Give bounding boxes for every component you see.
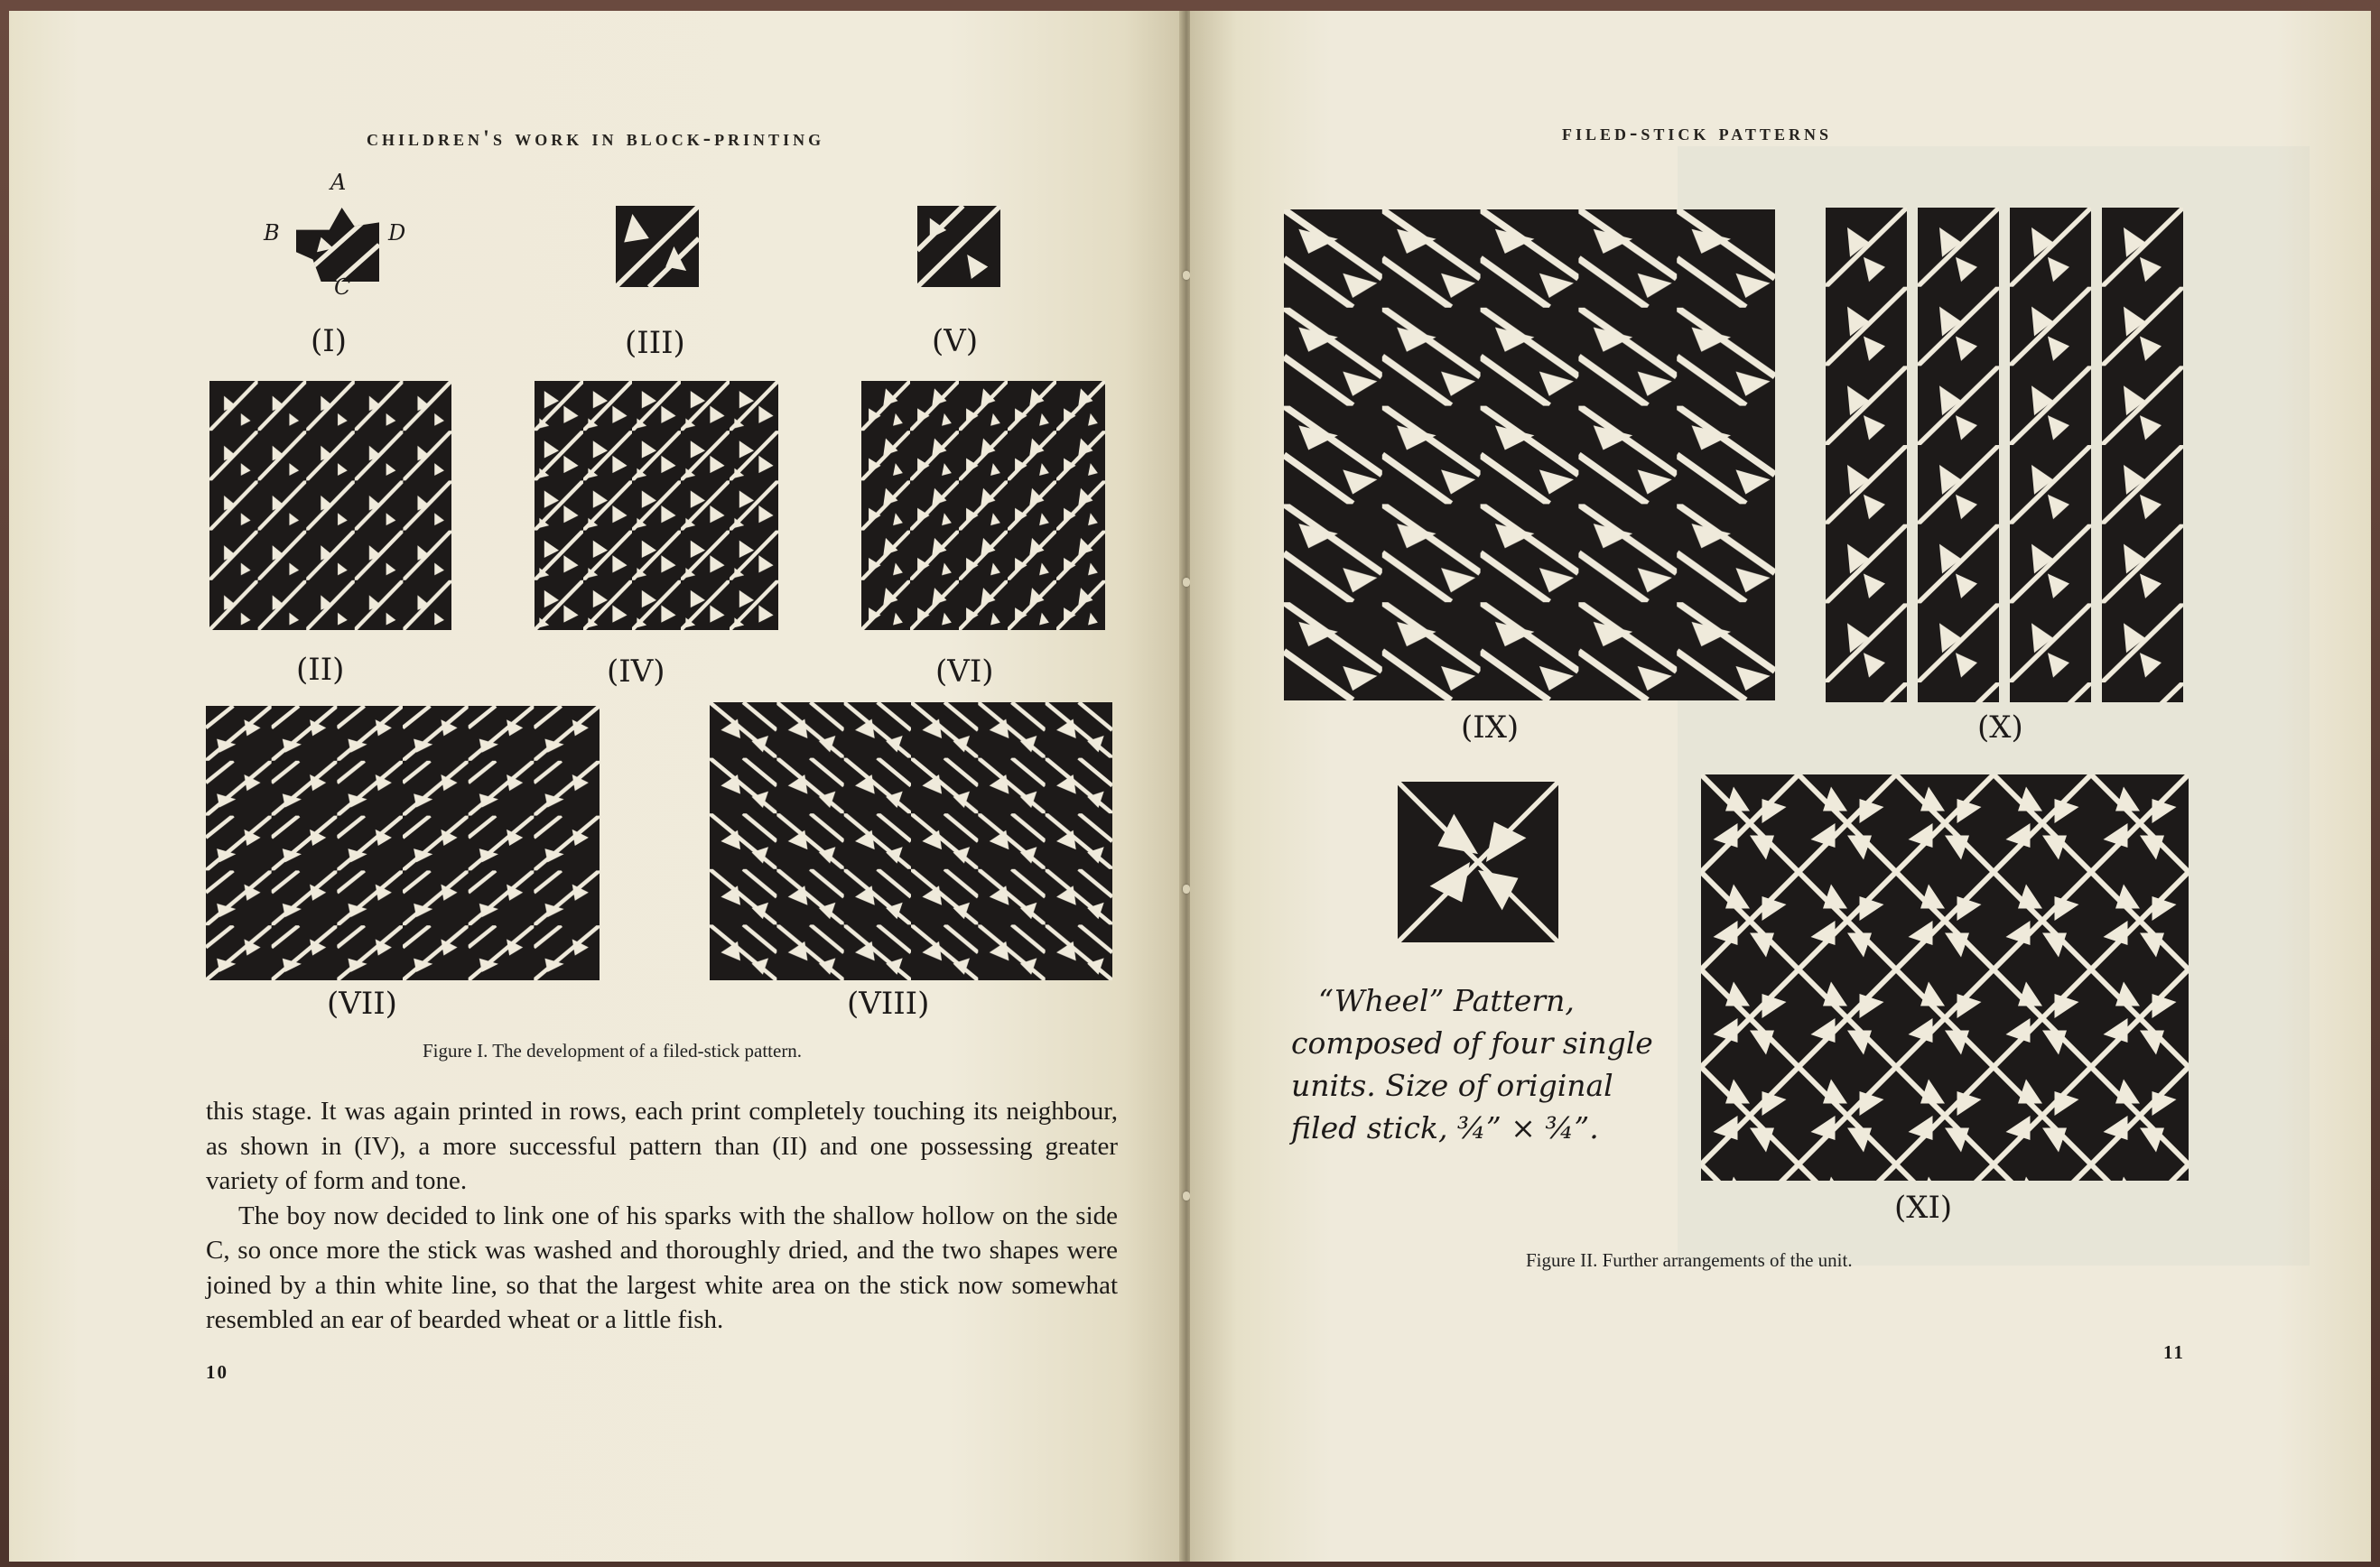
figure-label-i: (I): [311, 323, 347, 359]
pattern-viii: [710, 702, 1112, 980]
side-label-c: C: [334, 274, 351, 300]
pattern-unit-v: [917, 206, 1000, 287]
pattern-unit-i: [296, 208, 379, 282]
figure-ii-caption: Figure II. Further arrangements of the unit.: [1526, 1249, 1853, 1271]
binding-stitch: [1183, 578, 1190, 587]
pattern-x-group: [1826, 208, 2187, 702]
left-running-head: children's work in block-printing: [367, 126, 825, 151]
right-page-number: 11: [2163, 1341, 2185, 1363]
side-label-d: D: [388, 220, 406, 246]
figure-label-vi: (VI): [935, 654, 994, 690]
pattern-x-column: [2102, 208, 2183, 702]
left-page: [9, 11, 1183, 1562]
note-line: composed of four single: [1291, 1025, 1653, 1061]
body-text: [206, 1094, 1118, 1338]
right-running-head: filed-stick patterns: [1562, 121, 1832, 145]
binding-stitch: [1183, 1191, 1190, 1201]
pattern-iv: [535, 381, 778, 630]
binding-stitch: [1183, 885, 1190, 894]
pattern-xi: [1701, 774, 2189, 1181]
pattern-unit-iii: [616, 206, 699, 287]
left-page-number: 10: [206, 1361, 228, 1383]
paragraph-2: The boy now decided to link one of his sparks with the shallow hollow on the side C, so once more the stick was washed and thoroughly dried, and the two shapes were joined by a thin white line, so that the largest white area on the stick now somewhat resembled an ear of bearded wheat or a little fish.: [206, 1201, 1118, 1334]
note-line: units. Size of original: [1291, 1068, 1613, 1103]
figure-label-iii: (III): [625, 325, 685, 361]
figure-i-caption: Figure I. The development of a filed-stick pattern.: [423, 1040, 803, 1062]
pattern-vii: [206, 706, 600, 980]
figure-label-viii: (VIII): [847, 986, 930, 1022]
figure-label-xi: (XI): [1894, 1190, 1953, 1226]
figure-label-ii: (II): [296, 652, 345, 688]
pattern-x-column: [2010, 208, 2091, 702]
figure-label-vii: (VII): [327, 986, 397, 1022]
side-label-a: A: [330, 170, 347, 195]
paragraph-1: this stage. It was again printed in rows, each print completely touching its neighbour, as shown in (IV), a more successful pattern than (II) and one possessing greater variety of form and tone.: [206, 1097, 1118, 1195]
pattern-x-column: [1826, 208, 1907, 702]
figure-label-iv: (IV): [607, 654, 665, 690]
pattern-ii: [209, 381, 451, 630]
note-line: filed stick, ¾” × ¾”.: [1291, 1110, 1599, 1145]
note-line: “Wheel” Pattern,: [1318, 983, 1575, 1018]
pattern-wheel-unit: [1398, 782, 1558, 942]
pattern-vi: [861, 381, 1105, 630]
figure-label-ix: (IX): [1461, 709, 1520, 746]
wheel-pattern-note: [1291, 979, 1743, 1149]
pattern-ix: [1284, 209, 1775, 700]
figure-label-v: (V): [932, 323, 979, 359]
figure-label-x: (X): [1977, 709, 2023, 746]
pattern-x-column: [1918, 208, 1999, 702]
binding-stitch: [1183, 271, 1190, 280]
side-label-b: B: [264, 220, 280, 246]
